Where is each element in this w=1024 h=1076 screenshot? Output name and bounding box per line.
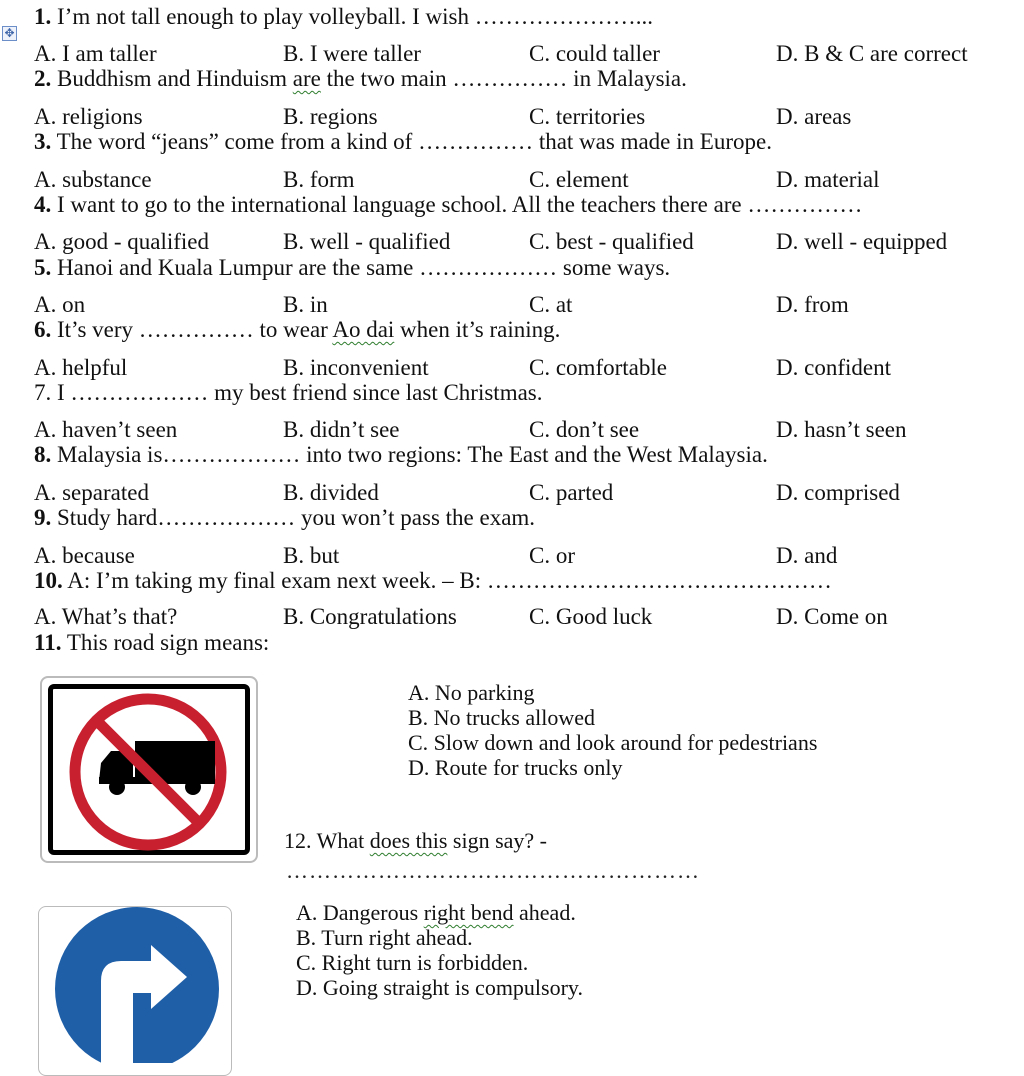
table-move-handle-icon[interactable]: ✥ (2, 26, 17, 41)
question-number: 4. (34, 192, 52, 217)
question-number: 7. (34, 380, 52, 405)
question-4 (34, 192, 862, 218)
question-3 (34, 129, 772, 155)
option-b[interactable]: B. didn’t see (283, 417, 400, 442)
options-row-10 (0, 603, 1024, 631)
option-b[interactable]: B. regions (283, 104, 378, 129)
option-a-text-end: ahead. (513, 900, 576, 925)
question-text: Malaysia is……………… into two regions: The East and the West Malaysia. (57, 442, 768, 467)
option-a[interactable] (296, 900, 583, 925)
option-a[interactable]: A. separated (34, 480, 149, 505)
option-d[interactable]: D. Come on (776, 604, 888, 629)
options-row-6 (0, 354, 1024, 382)
option-b[interactable]: B. but (283, 543, 340, 568)
question-9 (34, 505, 535, 531)
option-c[interactable]: C. element (529, 167, 629, 192)
option-a[interactable]: A. I am taller (34, 41, 157, 66)
question-number: 2. (34, 66, 52, 91)
options-row-5 (0, 291, 1024, 319)
question-1 (34, 4, 653, 30)
option-d[interactable]: D. from (776, 292, 849, 317)
option-d[interactable]: D. Route for trucks only (408, 755, 623, 780)
option-d[interactable]: D. hasn’t seen (776, 417, 907, 442)
option-d[interactable]: D. material (776, 167, 880, 192)
question-7 (34, 380, 543, 406)
question-text-part: the two main …………… in Malaysia. (320, 66, 687, 91)
q11-options (408, 680, 817, 780)
option-d[interactable]: D. B & C are correct (776, 41, 968, 66)
question-6 (34, 317, 560, 343)
options-row-4 (0, 228, 1024, 256)
question-12 (284, 828, 547, 854)
spellcheck-word: does this (369, 828, 448, 853)
option-b[interactable]: B. divided (283, 480, 379, 505)
no-trucks-sign-image (40, 676, 258, 863)
option-b[interactable]: B. well - qualified (283, 229, 451, 254)
spellcheck-word: are (292, 66, 321, 91)
option-c[interactable]: C. parted (529, 480, 614, 505)
options-row-1 (0, 40, 1024, 68)
option-a[interactable]: A. No parking (408, 680, 535, 705)
question-10 (34, 568, 832, 594)
option-d[interactable]: D. and (776, 543, 838, 568)
question-text-part: It’s very …………… to wear (57, 317, 333, 342)
option-b[interactable]: B. inconvenient (283, 355, 429, 380)
option-d[interactable]: D. confident (776, 355, 891, 380)
option-a[interactable]: A. good - qualified (34, 229, 210, 254)
question-text-part: sign say? - (447, 828, 547, 853)
question-number: 12. (284, 828, 312, 853)
question-5 (34, 255, 670, 281)
option-c[interactable]: C. could taller (529, 41, 660, 66)
option-d[interactable]: D. areas (776, 104, 852, 129)
option-a[interactable]: A. What’s that? (34, 604, 178, 629)
option-d[interactable]: D. well - equipped (776, 229, 948, 254)
question-number: 9. (34, 505, 52, 530)
option-b[interactable]: B. Turn right ahead. (296, 925, 473, 950)
option-b[interactable]: B. Congratulations (283, 604, 457, 629)
option-b[interactable]: B. form (283, 167, 355, 192)
option-c[interactable]: C. at (529, 292, 573, 317)
option-c[interactable]: C. comfortable (529, 355, 667, 380)
question-number: 6. (34, 317, 52, 342)
options-row-8 (0, 479, 1024, 507)
question-number: 1. (34, 4, 52, 29)
options-row-9 (0, 542, 1024, 570)
question-text: I want to go to the international language school. All the teachers there are …………… (57, 192, 863, 217)
question-number: 8. (34, 442, 52, 467)
question-text-part: when it’s raining. (394, 317, 561, 342)
spellcheck-word: Ao dai (332, 317, 395, 342)
option-c[interactable]: C. territories (529, 104, 646, 129)
question-text: A: I’m taking my final exam next week. – B: ……………………………………… (67, 568, 832, 593)
option-c[interactable]: C. or (529, 543, 575, 568)
option-a[interactable]: A. substance (34, 167, 152, 192)
answer-line[interactable]: ……………………………………………… (286, 858, 700, 883)
option-a[interactable]: A. helpful (34, 355, 128, 380)
question-11 (34, 630, 269, 656)
option-d[interactable]: D. Going straight is compulsory. (296, 975, 583, 1000)
options-row-2 (0, 103, 1024, 131)
no-trucks-sign-icon (53, 689, 249, 854)
question-2 (34, 66, 687, 92)
question-text: I’m not tall enough to play volleyball. I wish …………………... (57, 4, 654, 29)
option-a[interactable]: A. because (34, 543, 135, 568)
option-d[interactable]: D. comprised (776, 480, 900, 505)
option-c[interactable]: C. best - qualified (529, 229, 694, 254)
turn-right-sign-image (38, 906, 232, 1076)
option-c[interactable]: C. don’t see (529, 417, 640, 442)
option-b[interactable]: B. No trucks allowed (408, 705, 595, 730)
option-c[interactable]: C. Slow down and look around for pedestrians (408, 730, 818, 755)
turn-right-ahead-sign-icon (39, 907, 231, 1063)
options-row-7 (0, 416, 1024, 444)
question-text-part: Buddhism and Hinduism (57, 66, 293, 91)
option-a[interactable]: A. religions (34, 104, 143, 129)
question-text: The word “jeans” come from a kind of …………… that was made in Europe. (56, 129, 772, 154)
spellcheck-word: right bend (423, 900, 514, 925)
question-text: Hanoi and Kuala Lumpur are the same ……………… some ways. (57, 255, 671, 280)
option-c[interactable]: C. Right turn is forbidden. (296, 950, 529, 975)
question-text-part: What (316, 828, 370, 853)
q12-options (296, 900, 583, 1000)
question-number: 10. (34, 568, 63, 593)
question-text: Study hard……………… you won’t pass the exam. (57, 505, 536, 530)
option-b[interactable]: B. I were taller (283, 41, 421, 66)
option-b[interactable]: B. in (283, 292, 328, 317)
question-number: 5. (34, 255, 52, 280)
option-a[interactable]: A. haven’t seen (34, 417, 178, 442)
question-text: I ……………… my best friend since last Christmas. (57, 380, 543, 405)
options-row-3 (0, 166, 1024, 194)
option-a[interactable]: A. on (34, 292, 86, 317)
sign-border (48, 684, 250, 855)
option-a-text: A. Dangerous (296, 900, 424, 925)
question-number: 11. (34, 630, 62, 655)
question-text: This road sign means: (66, 630, 270, 655)
option-c[interactable]: C. Good luck (529, 604, 653, 629)
question-number: 3. (34, 129, 52, 154)
question-8 (34, 442, 768, 468)
